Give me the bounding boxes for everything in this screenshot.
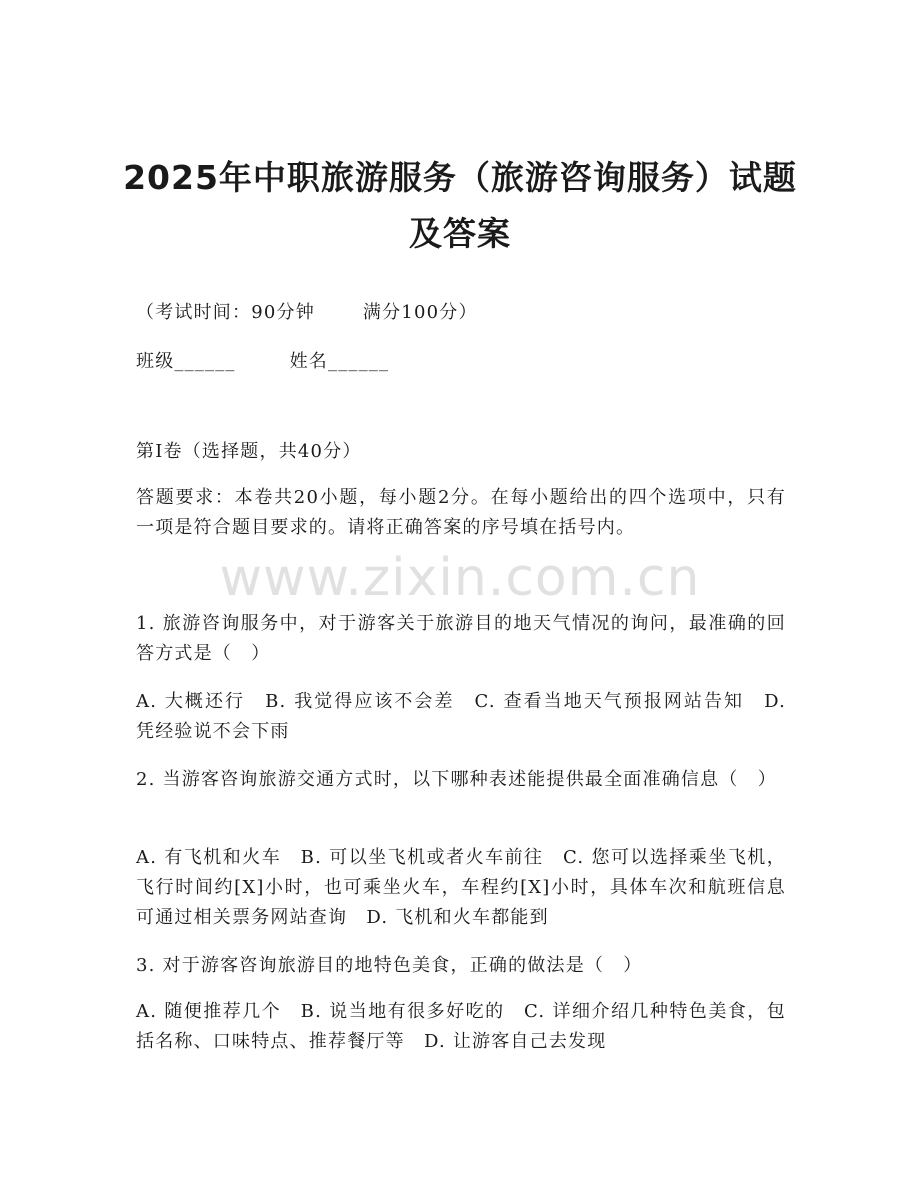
exam-time: （考试时间：90分钟 — [136, 302, 315, 323]
class-field: 班级______ — [136, 351, 236, 372]
name-field: 姓名______ — [289, 351, 390, 372]
instructions: 答题要求：本卷共20小题，每小题2分。在每小题给出的四个选项中，只有一项是符合题目要求的。请将正确答案的序号填在括号内。 — [136, 487, 786, 538]
question-2-stem: 2. 当游客咨询旅游交通方式时，以下哪种表述能提供最全面准确信息（ ） — [136, 769, 777, 790]
full-score: 满分100分） — [362, 302, 478, 323]
question-1-stem: 1. 旅游咨询服务中，对于游客关于旅游目的地天气情况的询问，最准确的回答方式是（ ） — [136, 613, 786, 664]
question-3-stem: 3. 对于游客咨询旅游目的地特色美食，正确的做法是（ ） — [136, 955, 643, 976]
question-1-options: A. 大概还行 B. 我觉得应该不会差 C. 查看当地天气预报网站告知 D. 凭经验说不会下雨 — [136, 691, 786, 742]
question-2-options: A. 有飞机和火车 B. 可以坐飞机或者火车前往 C. 您可以选择乘坐飞机，飞行时间约[X]小时，也可乘坐火车，车程约[X]小时，具体车次和航班信息可通过相关票务网站查询 D. 飞机和火车都能到 — [136, 847, 786, 928]
watermark: www.zixin.com.cn — [219, 548, 701, 608]
section-title: 第I卷（选择题，共40分） — [136, 441, 362, 462]
question-3-options: A. 随便推荐几个 B. 说当地有很多好吃的 C. 详细介绍几种特色美食，包括名称、口味特点、推荐餐厅等 D. 让游客自己去发现 — [136, 1001, 786, 1052]
exam-info — [136, 298, 786, 328]
document-title: 2025年中职旅游服务（旅游咨询服务）试题及答案 — [123, 158, 797, 253]
student-info — [136, 347, 786, 377]
